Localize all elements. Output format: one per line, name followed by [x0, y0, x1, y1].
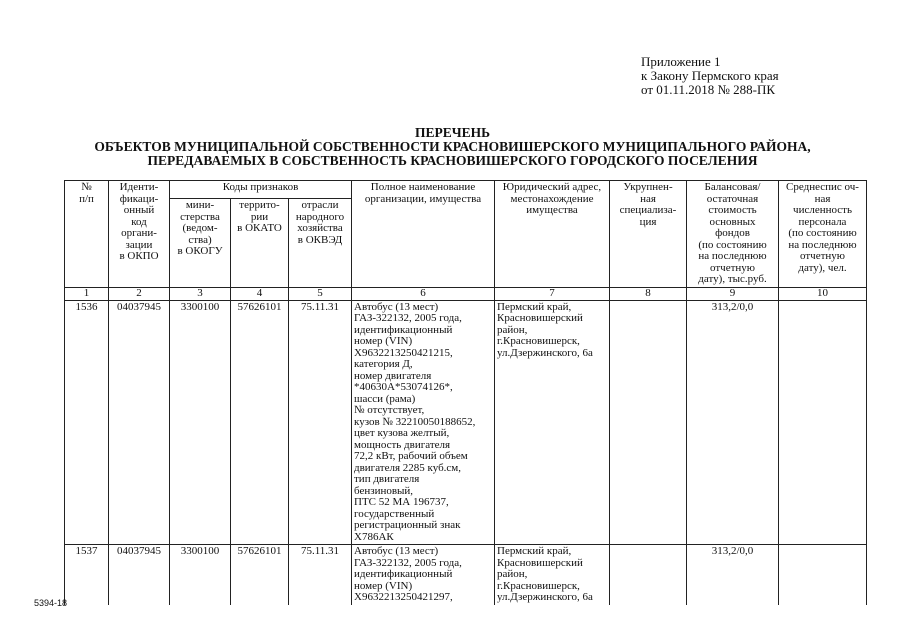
title-line: ПЕРЕДАВАЕМЫХ В СОБСТВЕННОСТЬ КРАСНОВИШЕРСКОГО ГОРОДСКОГО ПОСЕЛЕНИЯ: [147, 153, 758, 168]
column-number: 4: [231, 287, 289, 300]
header-num: № п/п: [65, 181, 109, 288]
appendix-line: к Закону Пермского края: [641, 68, 779, 83]
title-line: ОБЪЕКТОВ МУНИЦИПАЛЬНОЙ СОБСТВЕННОСТИ КРАСНОВИШЕРСКОГО МУНИЦИПАЛЬНОГО РАЙОНА,: [94, 139, 811, 154]
header-okpo: Иденти- фикаци- онный код органи- зации в ОКПО: [109, 181, 170, 288]
cell-name: Автобус (13 мест) ГАЗ-322132, 2005 года, идентификационный номер (VIN) X9632213250421215, категория Д, номер двигателя *40630А*53074126*, шасси (рама) № отсутствует, кузов № 32210050188652, цвет кузова желтый, мощность двигателя 72,2 кВт, рабочий объем двигателя 2285 куб.см, тип двигателя бензиновый, ПТС 52 МА 196737, государственный регистрационный знак Х786АК: [352, 300, 495, 545]
cell-num: 1536: [65, 300, 109, 545]
column-number: 7: [495, 287, 610, 300]
header-okogu: мини- стерства (ведом- ства) в ОКОГУ: [170, 199, 231, 287]
cell-name: Автобус (13 мест) ГАЗ-322132, 2005 года, идентификационный номер (VIN) X9632213250421297,: [352, 545, 495, 605]
title-line: ПЕРЕЧЕНЬ: [414, 125, 491, 140]
appendix-line: от 01.11.2018 № 288-ПК: [641, 82, 776, 97]
header-codes: Коды признаков: [170, 181, 352, 199]
page-footer-code: 5394-18: [34, 598, 68, 608]
column-number: 10: [779, 287, 867, 300]
cell-balance: 313,2/0,0: [687, 300, 779, 545]
column-number: 2: [109, 287, 170, 300]
cell-okogu: 3300100: [170, 545, 231, 605]
cell-okato: 57626101: [231, 545, 289, 605]
cell-okved: 75.11.31: [289, 300, 352, 545]
column-number: 6: [352, 287, 495, 300]
appendix-header: [641, 55, 779, 97]
column-number-row: [65, 287, 867, 300]
column-number: 9: [687, 287, 779, 300]
cell-okogu: 3300100: [170, 300, 231, 545]
cell-okved: 75.11.31: [289, 545, 352, 605]
cell-balance: 313,2/0,0: [687, 545, 779, 605]
cell-okato: 57626101: [231, 300, 289, 545]
document-title: [0, 126, 905, 168]
cell-okpo: 04037945: [109, 300, 170, 545]
table-row: [65, 545, 867, 605]
cell-specialization: [610, 300, 687, 545]
cell-address: Пермский край, Красновишерский район, г.Красновишерск, ул.Дзержинского, 6а: [495, 300, 610, 545]
cell-num: 1537: [65, 545, 109, 605]
header-okved: отрасли народного хозяйства в ОКВЭД: [289, 199, 352, 287]
cell-staff: [779, 300, 867, 545]
cell-address: Пермский край, Красновишерский район, г.Красновишерск, ул.Дзержинского, 6а: [495, 545, 610, 605]
column-number: 5: [289, 287, 352, 300]
column-number: 1: [65, 287, 109, 300]
column-number: 8: [610, 287, 687, 300]
header-okato: террито- рии в ОКАТО: [231, 199, 289, 287]
cell-specialization: [610, 545, 687, 605]
header-staff: Среднеспис оч- ная численность персонала (по состоянию на последнюю отчетную дату), чел.: [779, 181, 867, 288]
header-balance: Балансовая/ остаточная стоимость основных фондов (по состоянию на последнюю отчетную дату), тыс.руб.: [687, 181, 779, 288]
cell-staff: [779, 545, 867, 605]
table-row: [65, 300, 867, 545]
header-address: Юридический адрес, местонахождение имущества: [495, 181, 610, 288]
header-specialization: Укрупнен- ная специализа- ция: [610, 181, 687, 288]
column-number: 3: [170, 287, 231, 300]
cell-okpo: 04037945: [109, 545, 170, 605]
property-table: [64, 180, 867, 605]
appendix-line: Приложение 1: [641, 54, 721, 69]
header-name: Полное наименование организации, имущества: [352, 181, 495, 288]
